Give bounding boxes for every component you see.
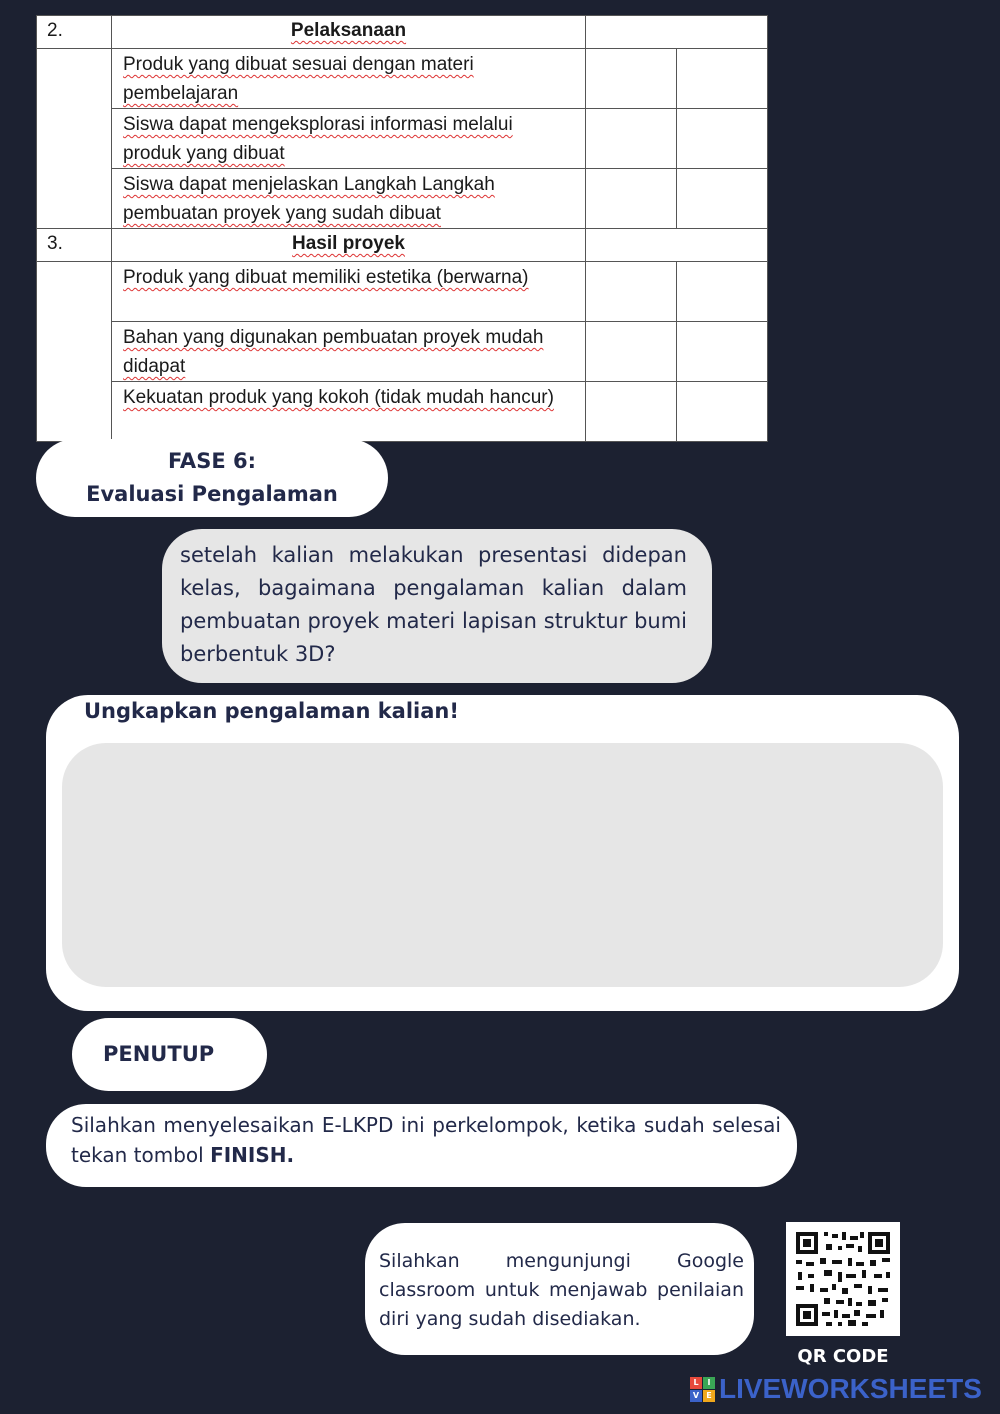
- answer-label: Ungkapkan pengalaman kalian!: [84, 699, 459, 723]
- liveworksheets-logo: [690, 1372, 982, 1406]
- score-cell[interactable]: [586, 109, 677, 169]
- score-header-cell: [586, 16, 768, 49]
- table-row: [37, 49, 768, 109]
- phase-label: FASE 6:: [168, 449, 256, 473]
- score-cell[interactable]: [677, 382, 768, 442]
- section-title: Hasil proyek: [112, 229, 586, 262]
- finish-instruction-text: Silahkan menyelesaikan E-LKPD ini perkelompok, ketika sudah selesai tekan tombol: [71, 1113, 781, 1167]
- score-cell[interactable]: [586, 169, 677, 229]
- section-title: Pelaksanaan: [112, 16, 586, 49]
- criterion-cell: Kekuatan produk yang kokoh (tidak mudah hancur): [112, 382, 586, 442]
- table-row: [37, 322, 768, 382]
- table-row: [37, 109, 768, 169]
- criterion-cell: Produk yang dibuat sesuai dengan materi pembelajaran: [112, 49, 586, 109]
- score-cell[interactable]: [586, 322, 677, 382]
- table-row: [37, 169, 768, 229]
- score-cell[interactable]: [586, 382, 677, 442]
- qr-code[interactable]: [786, 1222, 900, 1336]
- phase-title: Evaluasi Pengalaman: [86, 482, 338, 506]
- criterion-cell: Siswa dapat mengeksplorasi informasi melalui produk yang dibuat: [112, 109, 586, 169]
- score-cell[interactable]: [677, 109, 768, 169]
- score-cell[interactable]: [586, 49, 677, 109]
- closing-title: PENUTUP: [72, 1018, 267, 1091]
- liveworksheets-icon: L I V E: [690, 1377, 715, 1402]
- section-number: 3.: [37, 229, 112, 262]
- answer-input[interactable]: [62, 743, 943, 987]
- score-cell[interactable]: [677, 322, 768, 382]
- qr-code-label: QR CODE: [797, 1346, 889, 1367]
- score-cell[interactable]: [586, 262, 677, 322]
- qr-code-icon: [786, 1222, 900, 1336]
- score-cell[interactable]: [677, 262, 768, 322]
- classroom-instruction: Silahkan mengunjungi Google classroom untuk menjawab penilaian diri yang sudah disediakan.: [365, 1223, 754, 1355]
- table-row: [37, 382, 768, 442]
- score-header-cell: [586, 229, 768, 262]
- phase-badge: [36, 439, 388, 517]
- finish-keyword: FINISH.: [210, 1143, 295, 1167]
- section-header-row: [37, 16, 768, 49]
- criterion-cell: Bahan yang digunakan pembuatan proyek mudah didapat: [112, 322, 586, 382]
- score-cell[interactable]: [677, 169, 768, 229]
- criterion-cell: Siswa dapat menjelaskan Langkah Langkah pembuatan proyek yang sudah dibuat: [112, 169, 586, 229]
- score-cell[interactable]: [677, 49, 768, 109]
- brand-name: LIVEWORKSHEETS: [719, 1373, 982, 1404]
- criterion-cell: Produk yang dibuat memiliki estetika (berwarna): [112, 262, 586, 322]
- finish-instruction: [46, 1104, 797, 1187]
- section-number: 2.: [37, 16, 112, 49]
- section-header-row: [37, 229, 768, 262]
- question-bubble: setelah kalian melakukan presentasi didepan kelas, bagaimana pengalaman kalian dalam pembuatan proyek materi lapisan struktur bumi berbentuk 3D?: [162, 529, 712, 683]
- table-row: [37, 262, 768, 322]
- rubric-table: [36, 15, 768, 442]
